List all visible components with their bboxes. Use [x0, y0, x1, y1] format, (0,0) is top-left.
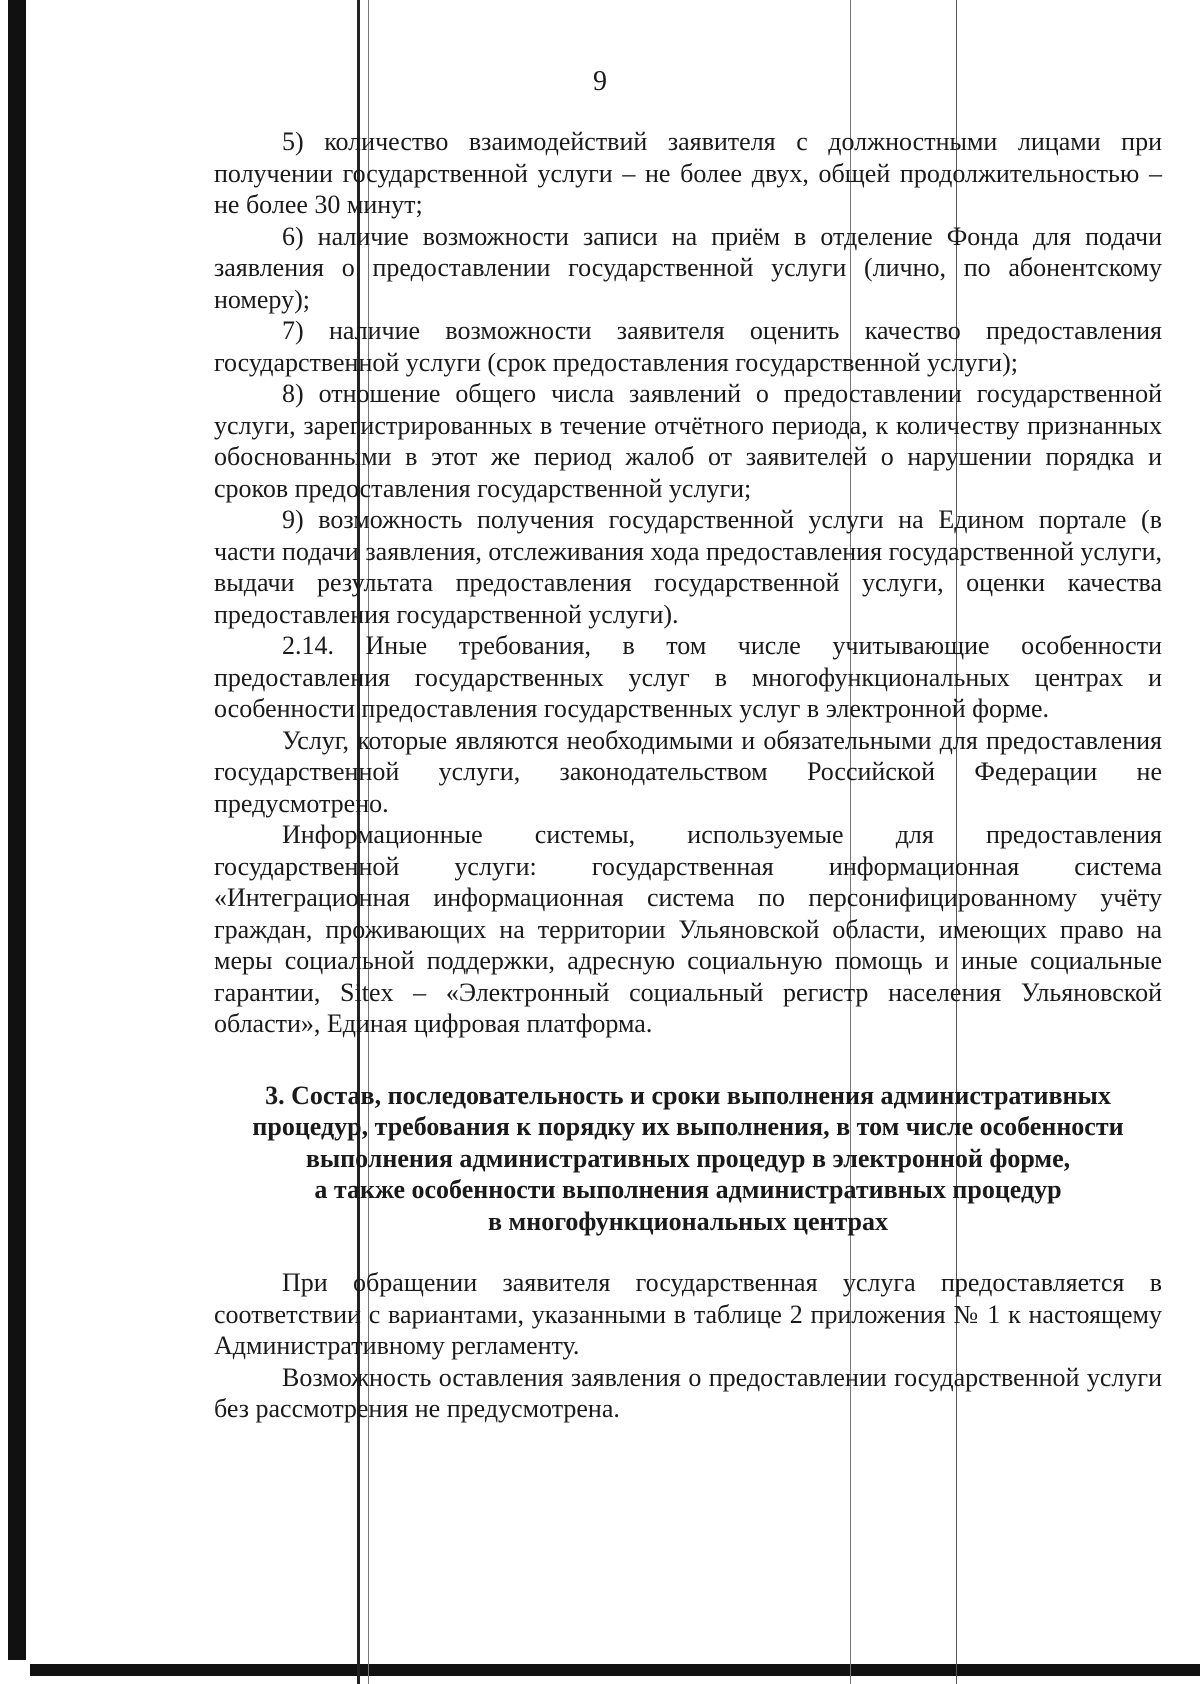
paragraph: 5) количество взаимодействий заявителя с должностными лицами при получении государственной услуги – не более двух, общей продолжительностью – не более 30 минут;: [214, 127, 1162, 219]
paragraph: 7) наличие возможности заявителя оценить качество предоставления государственной услуги (срок предоставления государственной услуги);: [214, 316, 1162, 377]
page-number: 9: [593, 66, 607, 97]
section-heading-line: 3. Состав, последовательность и сроки выполнения административных: [265, 1080, 1111, 1110]
section-heading-line: в многофункциональных центрах: [487, 1206, 889, 1236]
paragraph: 9) возможность получения государственной услуги на Едином портале (в части подачи заявления, отслеживания хода предоставления государственной услуги, выдачи результата предоставления государственной услуги, оценки качества предоставления государственной услуги).: [214, 505, 1162, 629]
section-heading: [214, 1080, 1162, 1238]
paragraph: Возможность оставления заявления о предоставлении государственной услуги без рассмотрения не предусмотрена.: [214, 1362, 1162, 1423]
paragraph: 6) наличие возможности записи на приём в отделение Фонда для подачи заявления о предоставлении государственной услуги (лично, по абонентскому номеру);: [214, 221, 1162, 314]
section-heading-line: а также особенности выполнения административных процедур: [314, 1175, 1062, 1204]
section-heading-line: процедур, требования к порядку их выполнения, в том числе особенности: [252, 1112, 1124, 1141]
paragraph: 8) отношение общего числа заявлений о предоставлении государственной услуги, зарегистрированных в течение отчётного периода, к количеству признанных обоснованными в этот же период жалоб от заявителей о нарушении порядка и сроков предоставления государственной услуги;: [214, 379, 1162, 503]
paragraph: Услуг, которые являются необходимыми и обязательными для предоставления государственной услуги, законодательством Российской Федерации не предусмотрено.: [214, 725, 1162, 818]
paragraph: Информационные системы, используемые для предоставления государственной услуги: государственная информационная система «Интеграционная информационная система по персонифицированному учёту граждан, проживающих на территории Ульяновской области, имеющих право на меры социальной поддержки, адресную социальную помощь и иные социальные гарантии, Sitex – «Электронный социальный регистр населения Ульяновской области», Единая цифровая платформа.: [214, 820, 1162, 1038]
section-heading-line: выполнения административных процедур в электронной форме,: [305, 1143, 1071, 1173]
document-body: [214, 126, 1162, 1425]
paragraph: При обращении заявителя государственная услуга предоставляется в соответствии с вариантами, указанными в таблице 2 приложения № 1 к настоящему Административному регламенту.: [214, 1268, 1162, 1360]
paragraph: 2.14. Иные требования, в том числе учитывающие особенности предоставления государственных услуг в многофункциональных центрах и особенности предоставления государственных услуг в электронной форме.: [214, 631, 1162, 723]
